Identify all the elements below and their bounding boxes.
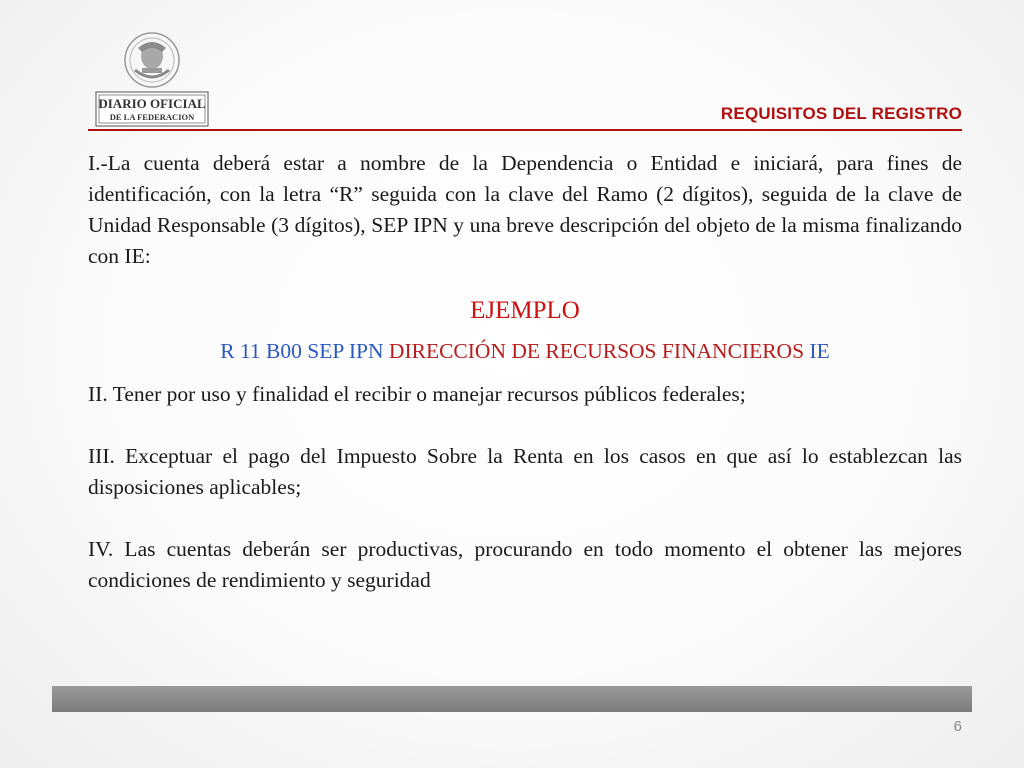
page-number: 6 (953, 718, 962, 735)
requirement-4-paragraph: IV. Las cuentas deberán ser productivas, procurando en todo momento el obtener las mejores condiciones de rendimiento y seguridad (88, 537, 962, 592)
svg-text:DIARIO OFICIAL: DIARIO OFICIAL (98, 96, 206, 111)
example-heading: EJEMPLO (470, 297, 580, 324)
requirement-2-paragraph: II. Tener por uso y finalidad el recibir o manejar recursos públicos federales; (88, 382, 746, 406)
slide-content (88, 148, 962, 596)
example-suffix: IE (809, 339, 830, 363)
example-account-name (88, 336, 962, 367)
diario-oficial-federacion-seal-icon (90, 28, 215, 128)
footer-bar (52, 686, 972, 712)
requirement-1-paragraph: I.-La cuenta deberá estar a nombre de la Dependencia o Entidad e iniciará, para fines de identificación, con la letra “R” seguida con la clave del Ramo (2 dígitos), seguida de la clave de Unidad Responsable (3 dígitos), SEP IPN y una breve descripción del objeto de la misma finalizando con IE: (88, 151, 962, 268)
paragraph-gap (88, 410, 962, 441)
header-divider (88, 129, 962, 131)
paragraph-gap (88, 503, 962, 534)
slide-title: REQUISITOS DEL REGISTRO (720, 104, 962, 123)
example-code: R 11 B00 SEP IPN (220, 339, 384, 363)
example-description: DIRECCIÓN DE RECURSOS FINANCIEROS (388, 339, 805, 363)
diario-oficial-logo (90, 28, 215, 128)
svg-text:DE LA FEDERACION: DE LA FEDERACION (109, 112, 195, 122)
requirement-3-paragraph: III. Exceptuar el pago del Impuesto Sobre la Renta en los casos en que así lo establezcan las disposiciones aplicables; (88, 444, 962, 499)
